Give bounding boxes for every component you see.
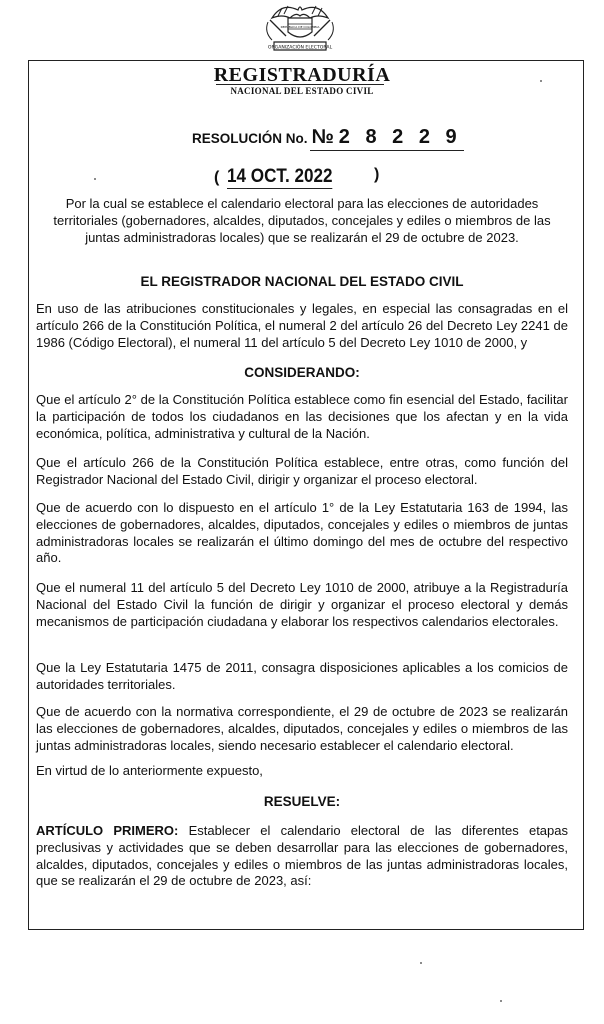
- scan-speck: [500, 1000, 502, 1002]
- article-one-label: ARTÍCULO PRIMERO:: [36, 823, 179, 838]
- closing-paragraph: En virtud de lo anteriormente expuesto,: [36, 763, 263, 778]
- institution-subtitle: NACIONAL DEL ESTADO CIVIL: [230, 86, 374, 96]
- scan-speck: [420, 962, 422, 964]
- consideration-6: Que de acuerdo con la normativa correspondiente, el 29 de octubre de 2023 se realizarán las elecciones de gobernadores, alcaldes, diputados, concejales y ediles o miembros de las juntas administradoras locales, siendo necesario establecer el calendario electoral.: [36, 704, 568, 753]
- resolution-date: [214, 166, 384, 189]
- institution-name: REGISTRADURÍA: [213, 64, 391, 86]
- article-one-text: Establecer el calendario electoral de las diferentes etapas preclusivas y actividades que se deben desarrollar para las elecciones de gobernadores, alcaldes, diputados, concejales y ediles o miembros de las juntas administradoras locales, que se realizarán el 29 de octubre de 2023, así:: [36, 823, 568, 889]
- resolution-number: №2 8 2 2 9: [310, 126, 464, 151]
- authority-heading: EL REGISTRADOR NACIONAL DEL ESTADO CIVIL: [140, 274, 464, 289]
- coat-of-arms-seal: [252, 0, 348, 56]
- consideration-5: Que la Ley Estatutaria 1475 de 2011, consagra disposiciones aplicables a los comicios de autoridades territoriales.: [36, 660, 568, 692]
- consideration-1: Que el artículo 2° de la Constitución Política establece como fin esencial del Estado, facilitar la participación de todos los ciudadanos en las decisiones que los afectan y en la vida económica, política, administrativa y cultural de la Nación.: [36, 392, 568, 441]
- resolution-line: [192, 126, 464, 151]
- intro-paragraph: Por la cual se establece el calendario electoral para las elecciones de autoridades territoriales (gobernadores, alcaldes, diputados, concejales y ediles o miembros de las juntas administradoras locales) que se realizarán el 29 de octubre de 2023.: [53, 196, 551, 245]
- consideration-2: Que el artículo 266 de la Constitución Política establece, entre otras, como función del Registrador Nacional del Estado Civil, dirigir y organizar el proceso electoral.: [36, 455, 568, 487]
- scan-speck: [94, 178, 96, 180]
- date-paren-left: (: [214, 169, 220, 186]
- date-paren-right: ): [374, 166, 380, 183]
- resolves-heading: RESUELVE:: [263, 794, 341, 809]
- resolution-label: RESOLUCIÓN No.: [192, 131, 308, 146]
- brand-underline: [216, 84, 384, 85]
- scan-speck: [540, 80, 542, 82]
- seal-inner-text: REPÚBLICA DE COLOMBIA: [280, 25, 320, 29]
- article-one: [36, 823, 568, 890]
- consideration-3: Que de acuerdo con lo dispuesto en el artículo 1° de la Ley Estatutaria 163 de 1994, las elecciones de gobernadores, alcaldes, diputados, concejales y ediles o miembros de juntas administradoras locales se realizarán el último domingo del mes de octubre del respectivo año.: [36, 500, 568, 566]
- seal-banner-text: ORGANIZACIÓN ELECTORAL: [267, 45, 333, 51]
- powers-paragraph: En uso de las atribuciones constitucionales y legales, en especial las consagradas en el artículo 266 de la Constitución Política, el numeral 2 del artículo 26 del Decreto Ley 2241 de 1986 (Código Electoral), el numeral 11 del artículo 5 del Decreto Ley 1010 de 2000, y: [36, 301, 568, 350]
- consideration-4: Que el numeral 11 del artículo 5 del Decreto Ley 1010 de 2000, atribuye a la Registraduría Nacional del Estado Civil la función de dirigir y organizar el proceso electoral y demás mecanismos de participación ciudadana y elaborar los respectivos calendarios electorales.: [36, 580, 568, 629]
- date-stamp: 14 OCT. 2022: [227, 166, 333, 187]
- considering-heading: CONSIDERANDO:: [244, 365, 360, 380]
